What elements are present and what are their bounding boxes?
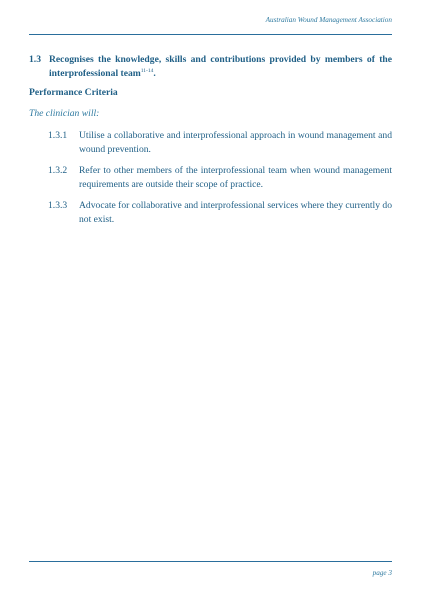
running-header: Australian Wound Management Association [265, 16, 392, 24]
criteria-list [48, 129, 392, 234]
page-number: page 3 [372, 569, 392, 577]
criterion-item [48, 164, 392, 192]
footer-divider [29, 561, 392, 562]
criterion-number: 1.3.2 [48, 165, 68, 176]
criterion-text: Refer to other members of the interprofessional team when wound management requirements are outside their scope of practice. [79, 165, 392, 190]
criterion-text: Advocate for collaborative and interprofessional services where they currently do not exist. [79, 200, 393, 225]
section-title: Recognises the knowledge, skills and contributions provided by members of the interprofessional team [49, 54, 392, 79]
section-title-end: . [153, 68, 156, 79]
criterion-number: 1.3.1 [48, 130, 68, 141]
intro-text: The clinician will: [29, 108, 100, 119]
criterion-text: Utilise a collaborative and interprofessional approach in wound management and wound prevention. [79, 130, 392, 155]
header-divider [29, 34, 392, 35]
criterion-item [48, 129, 392, 157]
performance-criteria-heading: Performance Criteria [29, 87, 118, 98]
section-references: 11-14 [140, 67, 154, 74]
criterion-item [48, 199, 392, 227]
section-heading [29, 53, 392, 81]
section-number: 1.3 [29, 54, 41, 65]
criterion-number: 1.3.3 [48, 200, 68, 211]
section-title-block [49, 53, 392, 81]
